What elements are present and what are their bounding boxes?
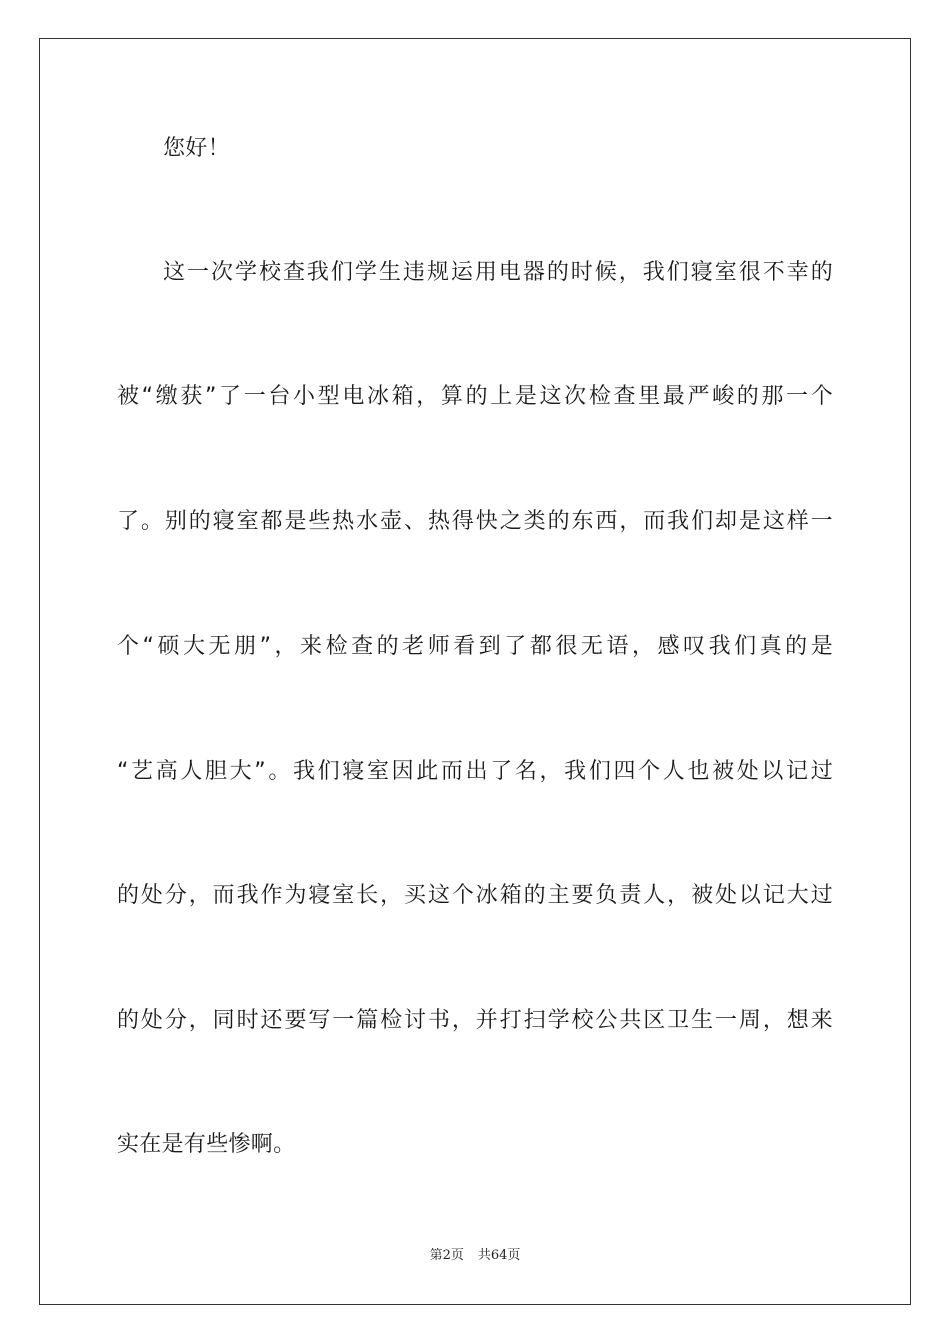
- page-total: 共64页: [477, 1248, 521, 1263]
- body-line-3: 了。别的寝室都是些热水壶、热得快之类的东西，而我们却是这样一: [117, 509, 833, 534]
- page-frame: [39, 38, 911, 1305]
- page-footer: [0, 1247, 950, 1265]
- body-line-5: “艺高人胆大”。我们寝室因此而出了名，我们四个人也被处以记过: [117, 759, 833, 784]
- body-line-8: 实在是有些惨啊。: [117, 1132, 296, 1157]
- body-line-2: 被“缴获”了一台小型电冰箱，算的上是这次检查里最严峻的那一个: [117, 384, 833, 409]
- greeting-line: 您好！: [163, 136, 230, 161]
- body-line-6: 的处分，而我作为寝室长，买这个冰箱的主要负责人，被处以记大过: [117, 883, 833, 908]
- page-number: 第2页: [429, 1248, 464, 1263]
- body-line-1: 这一次学校查我们学生违规运用电器的时候，我们寝室很不幸的: [163, 260, 833, 285]
- body-line-7: 的处分，同时还要写一篇检讨书，并打扫学校公共区卫生一周，想来: [117, 1008, 833, 1033]
- body-line-4: 个“硕大无朋”，来检查的老师看到了都很无语，感叹我们真的是: [117, 634, 833, 659]
